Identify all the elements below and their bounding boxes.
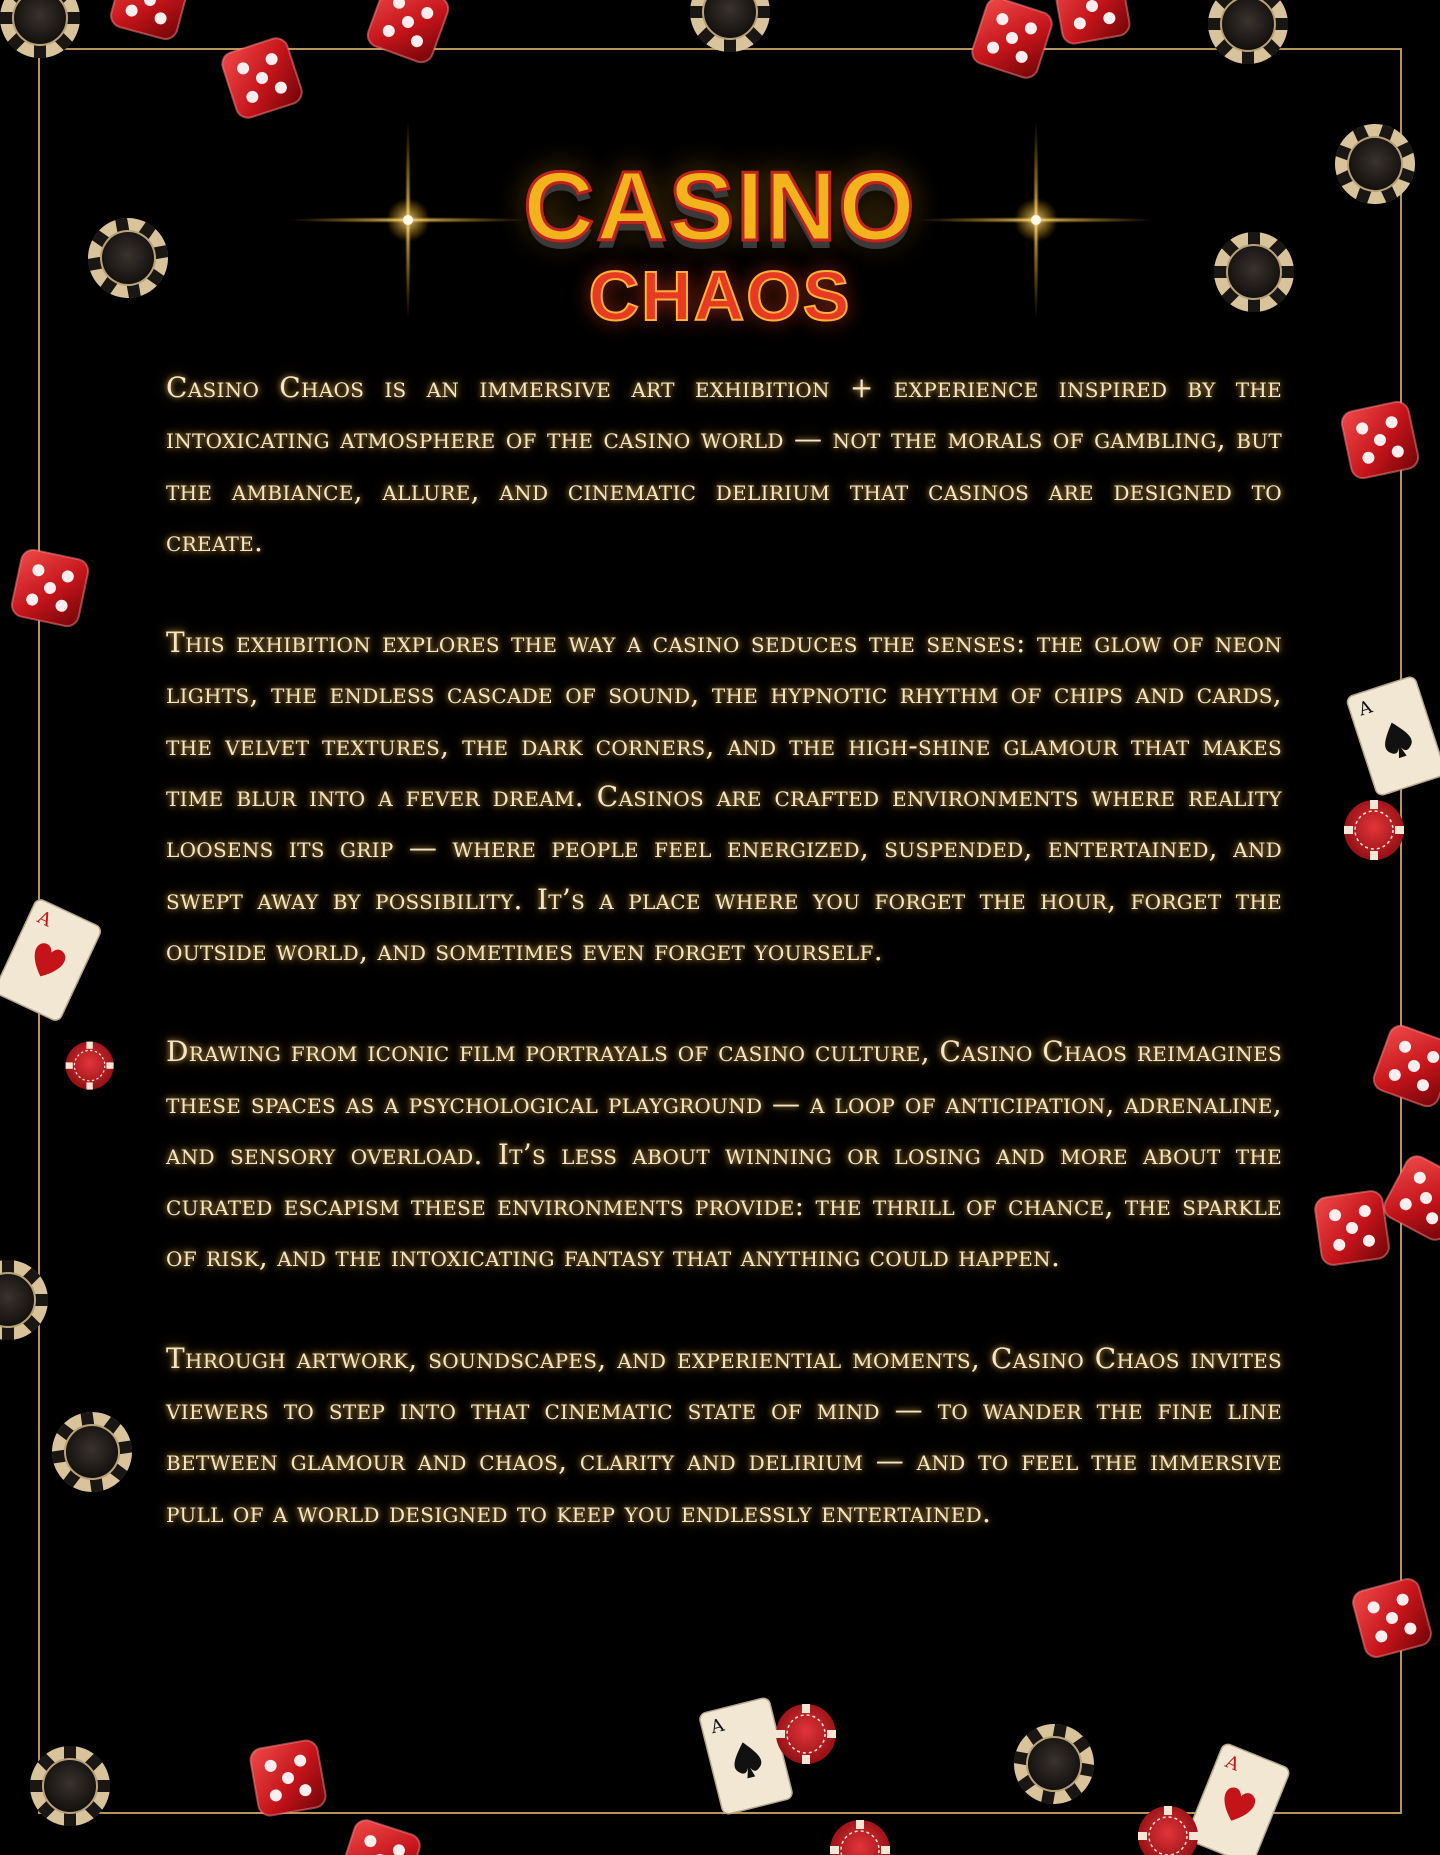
title-casino: CASINO — [523, 151, 917, 261]
red-dice-icon — [10, 548, 91, 629]
paragraph: Casino Chaos is an immersive art exhibition + experience inspired by the intoxicating atmosphere of the casino world — not the morals of gambling, but the ambiance, allure, and cinematic delirium that casinos are designed to create. — [166, 371, 1282, 558]
red-dice-icon — [1340, 400, 1421, 481]
playing-card-icon — [698, 1697, 793, 1815]
playing-card-icon — [1346, 675, 1440, 796]
red-chip-icon — [1138, 1806, 1198, 1855]
poker-chip-icon — [690, 0, 770, 52]
title-chaos: CHAOS — [588, 257, 852, 335]
poker-chip-icon — [30, 1746, 110, 1826]
red-chip-icon — [776, 1704, 836, 1764]
exhibition-description — [166, 362, 1282, 1588]
red-dice-icon — [364, 0, 451, 66]
red-dice-icon — [1350, 1576, 1433, 1659]
red-dice-icon — [108, 0, 191, 42]
red-dice-icon — [1053, 0, 1132, 45]
red-dice-icon — [249, 1739, 328, 1818]
paragraph: Drawing from iconic film portrayals of casino culture, Casino Chaos reimagines these spaces as a psychological playground — a loop of anticipation, adrenaline, and sensory overload. It’s less about winning or losing and more about the curated escapism these environments provide: the thrill of chance, the sparkle of risk, and the intoxicating fantasy that anything could happen. — [166, 1035, 1282, 1274]
red-dice-icon — [1380, 1152, 1440, 1244]
title-block — [0, 110, 1440, 340]
red-chip-icon — [830, 1820, 890, 1855]
poker-chip-icon — [47, 1407, 137, 1497]
poker-chip-icon — [0, 0, 80, 58]
paragraph: This exhibition explores the way a casino seduces the senses: the glow of neon lights, the endless cascade of sound, the hypnotic rhythm of chips and cards, the velvet textures, the dark corners, and the high-shine glamour that makes time blur into a fever dream. Casinos are crafted environments where reality loosens its grip — where people feel energized, suspended, entertained, and swept away by possibility. It’s a place where you forget the hour, forget the outside world, and sometimes even forget yourself. — [166, 626, 1282, 967]
red-dice-icon — [337, 1817, 423, 1855]
red-dice-icon — [969, 0, 1055, 81]
poker-chip-icon — [1008, 1718, 1101, 1811]
paragraph: Through artwork, soundscapes, and experiential moments, Casino Chaos invites viewers to step into that cinematic state of mind — to wander the fine line between glamour and chaos, clarity and delirium — and to feel the immersive pull of a world designed to keep you endlessly entertained. — [166, 1341, 1282, 1529]
poker-chip-icon — [0, 1260, 48, 1340]
red-dice-icon — [1370, 1022, 1440, 1109]
playing-card-icon — [1185, 1742, 1291, 1855]
red-chip-icon — [1344, 800, 1404, 860]
red-dice-icon — [219, 35, 305, 121]
red-chip-icon — [66, 1042, 114, 1090]
red-dice-icon — [1314, 1190, 1391, 1267]
playing-card-icon — [0, 898, 103, 1023]
poker-chip-icon — [1208, 0, 1288, 64]
